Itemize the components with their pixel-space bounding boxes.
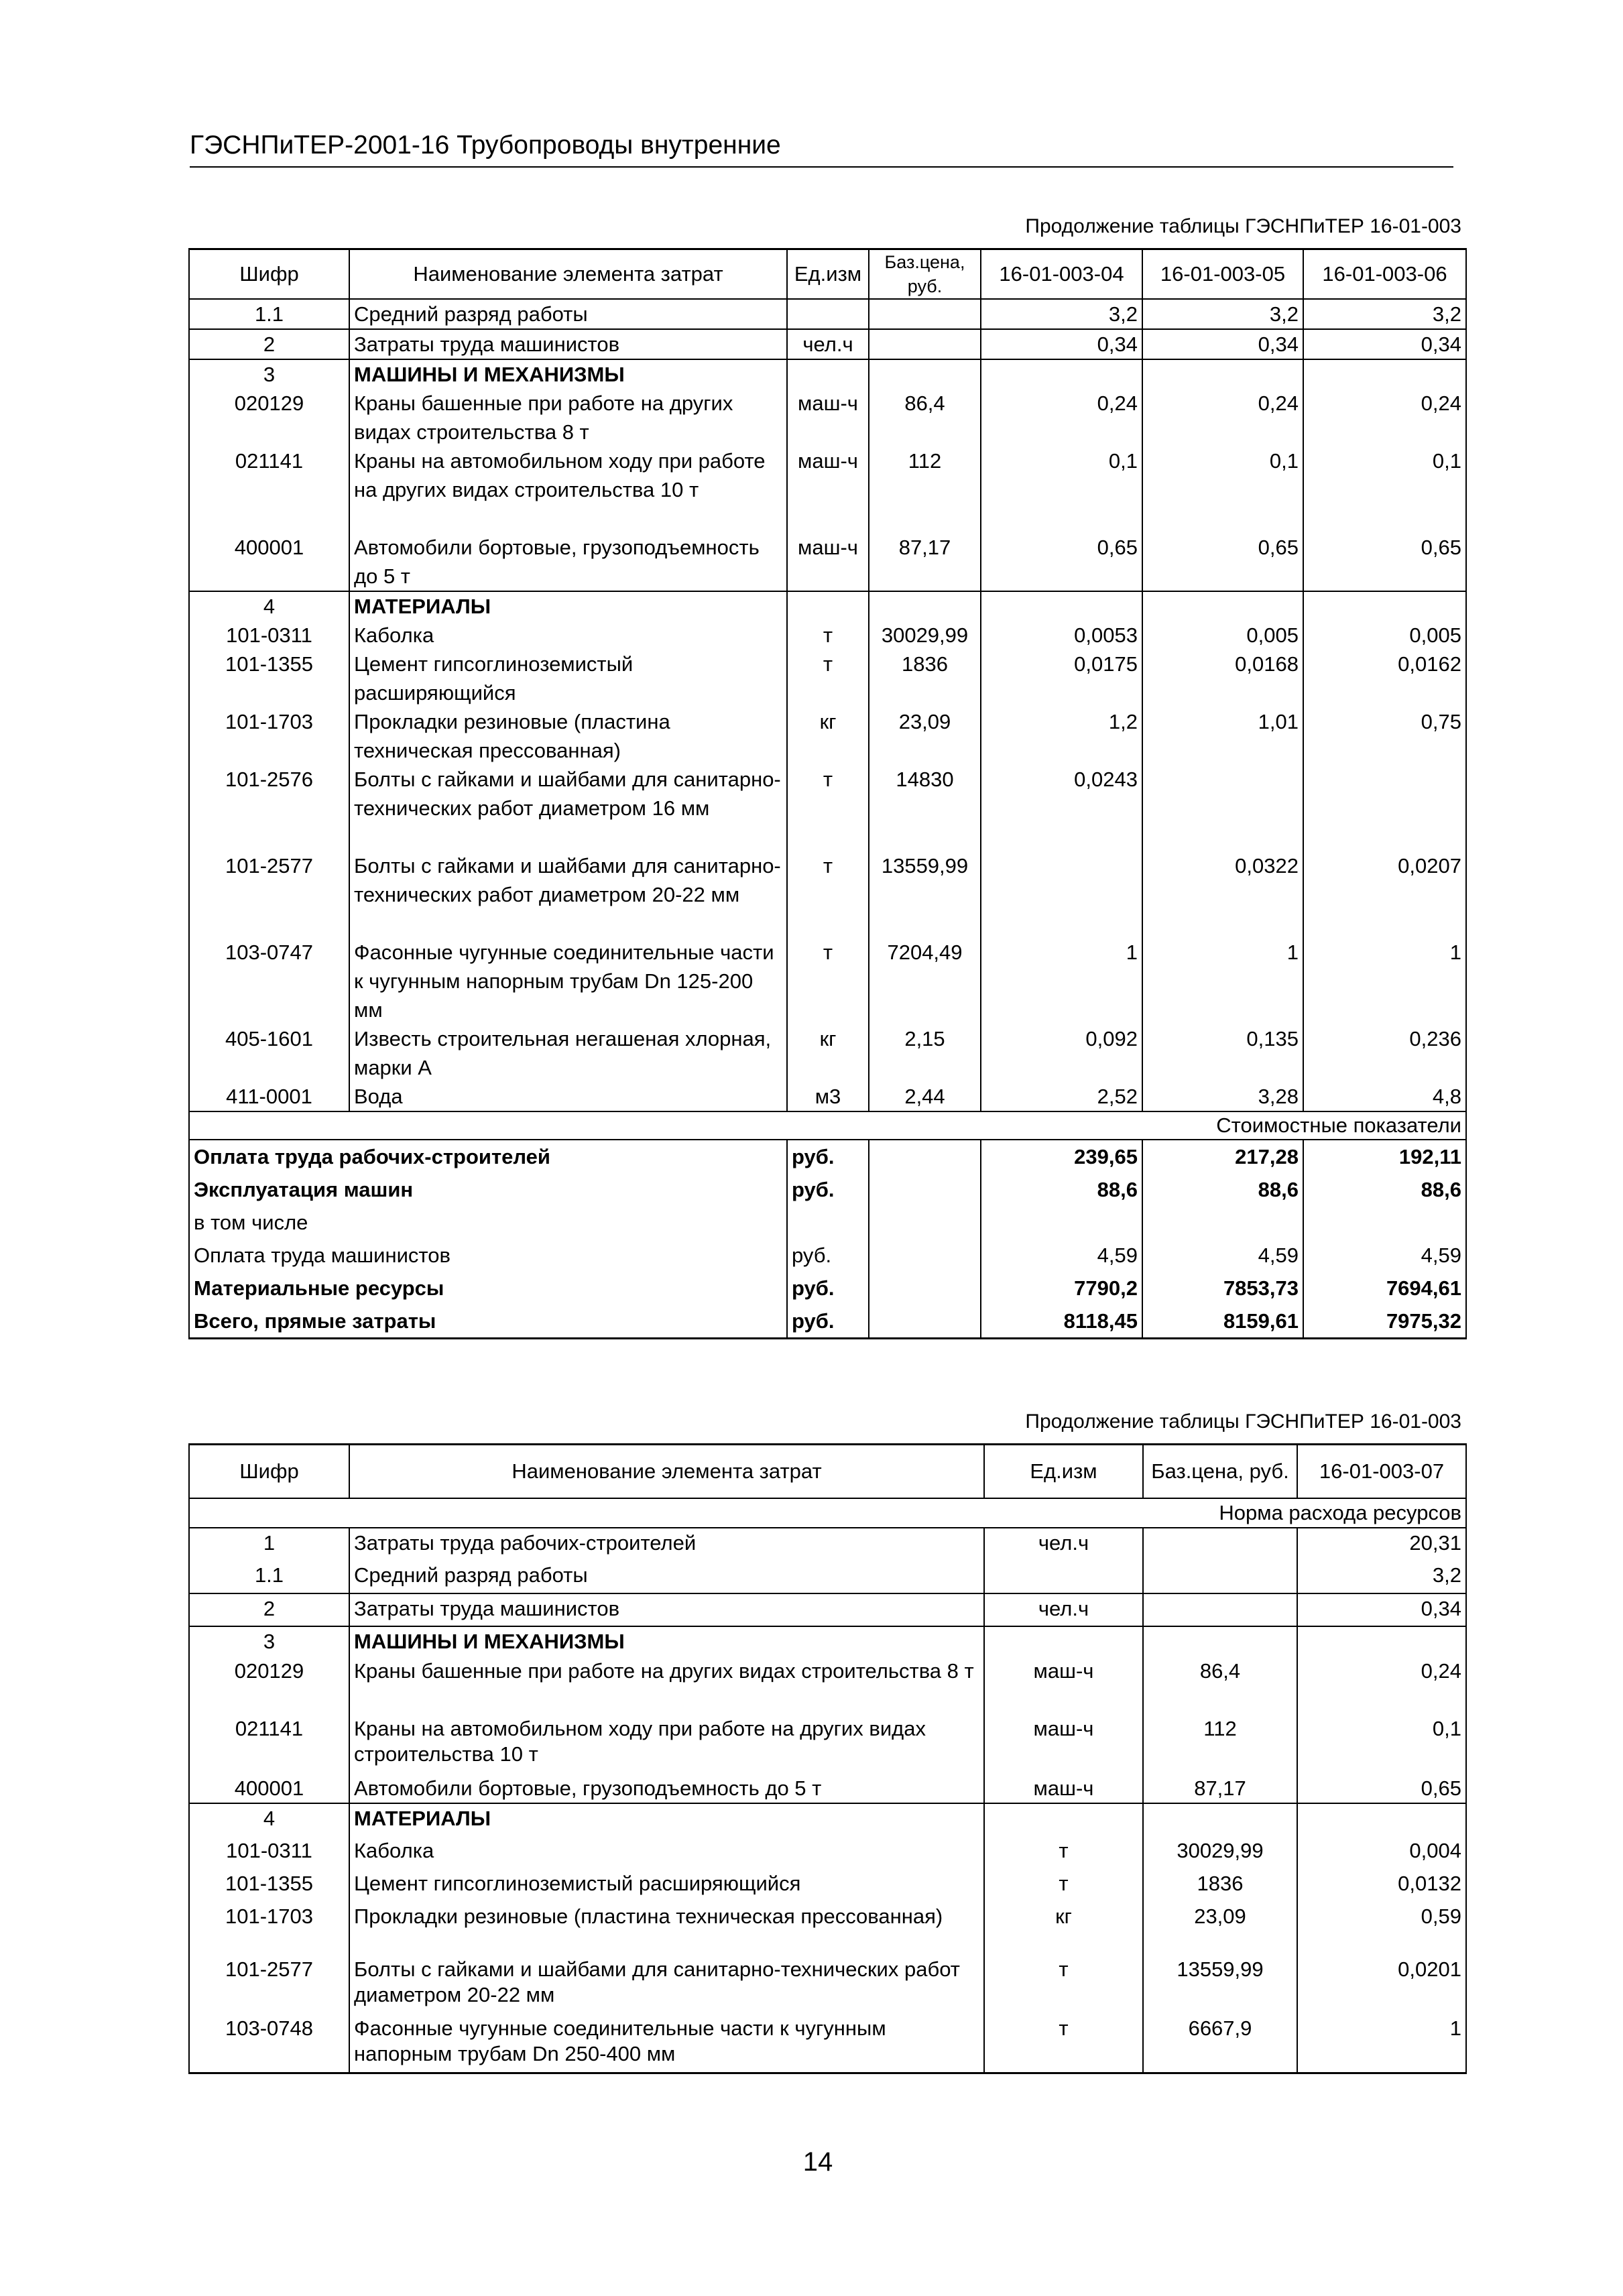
table-cell: 3,28 — [1142, 1082, 1303, 1111]
table-cell — [869, 329, 981, 359]
table-row — [189, 329, 1466, 359]
table-row — [189, 1716, 1466, 1774]
table-cell — [981, 851, 1142, 938]
table-cell: 30029,99 — [869, 621, 981, 650]
table-cell: Затраты труда рабочих-строителей — [349, 1528, 984, 1561]
table-cell: 020129 — [189, 389, 349, 446]
resource-table-2 — [188, 1443, 1467, 2074]
table-row — [189, 621, 1466, 650]
cost-cell — [787, 1206, 869, 1239]
column-header: 16-01-003-05 — [1142, 249, 1303, 300]
table-cell: 101-1703 — [189, 1902, 349, 1957]
table-cell: 0,135 — [1142, 1024, 1303, 1082]
table-cell: 0,0132 — [1297, 1869, 1466, 1902]
cost-cell — [869, 1206, 981, 1239]
column-header: 16-01-003-06 — [1303, 249, 1466, 300]
cost-cell: 4,59 — [1303, 1239, 1466, 1272]
table-cell — [1303, 591, 1466, 621]
table-cell: м3 — [787, 1082, 869, 1111]
cost-label: в том числе — [189, 1206, 787, 1239]
table-cell: 405-1601 — [189, 1024, 349, 1082]
table-cell: 0,34 — [1297, 1593, 1466, 1626]
table-cell: 0,0201 — [1297, 1957, 1466, 2016]
table-cell — [1142, 591, 1303, 621]
table-cell: Краны башенные при работе на других видах строительства 8 т — [349, 389, 787, 446]
cost-cell: 88,6 — [981, 1173, 1142, 1206]
cost-cell — [869, 1173, 981, 1206]
table-cell — [984, 1803, 1143, 1836]
table-cell: 4,8 — [1303, 1082, 1466, 1111]
table-cell: Автомобили бортовые, грузоподъемность до 5 т — [349, 1774, 984, 1803]
table-cell: 3,2 — [1142, 299, 1303, 329]
cost-row — [189, 1173, 1466, 1206]
column-header: 16-01-003-07 — [1297, 1445, 1466, 1498]
table-cell: чел.ч — [984, 1593, 1143, 1626]
table-cell: 2 — [189, 1593, 349, 1626]
table-cell: 7204,49 — [869, 938, 981, 1024]
table-cell: 101-0311 — [189, 621, 349, 650]
table-cell — [1142, 359, 1303, 389]
table-row — [189, 1658, 1466, 1716]
norm-label: Норма расхода ресурсов — [189, 1498, 1466, 1528]
table-cell — [1297, 1803, 1466, 1836]
table-cell: 400001 — [189, 1774, 349, 1803]
column-header: 16-01-003-04 — [981, 249, 1142, 300]
table-cell: Болты с гайками и шайбами для санитарно-технических работ диаметром 20-22 мм — [349, 851, 787, 938]
cost-cell — [869, 1140, 981, 1173]
cost-cell — [869, 1239, 981, 1272]
table-cell — [787, 591, 869, 621]
table-cell — [1297, 1626, 1466, 1658]
table-row — [189, 446, 1466, 533]
table-row — [189, 1626, 1466, 1658]
table-row — [189, 1774, 1466, 1803]
cost-cell: 7694,61 — [1303, 1272, 1466, 1305]
cost-cell: 239,65 — [981, 1140, 1142, 1173]
table-cell: 101-1703 — [189, 707, 349, 765]
table-cell: 87,17 — [869, 533, 981, 591]
table-row — [189, 1902, 1466, 1957]
table-cell: 87,17 — [1143, 1774, 1297, 1803]
cost-cell: 8159,61 — [1142, 1305, 1303, 1339]
table-cell: 0,0168 — [1142, 650, 1303, 707]
table-cell — [1143, 1528, 1297, 1561]
table-cell: 0,1 — [1297, 1716, 1466, 1774]
table-cell — [1143, 1803, 1297, 1836]
table-cell: 0,24 — [1303, 389, 1466, 446]
table-cell: 0,0175 — [981, 650, 1142, 707]
table-cell: 0,34 — [1142, 329, 1303, 359]
table-cell: т — [984, 1836, 1143, 1869]
table-cell: 0,004 — [1297, 1836, 1466, 1869]
table-cell: маш-ч — [787, 389, 869, 446]
table-cell: 0,24 — [1142, 389, 1303, 446]
table-cell: 101-2577 — [189, 851, 349, 938]
table-row — [189, 389, 1466, 446]
table-row — [189, 359, 1466, 389]
table-cell: 0,0243 — [981, 765, 1142, 851]
table-cell: 30029,99 — [1143, 1836, 1297, 1869]
column-header: Ед.изм — [984, 1445, 1143, 1498]
cost-cell — [869, 1272, 981, 1305]
table-cell: Цемент гипсоглиноземистый расширяющийся — [349, 650, 787, 707]
table-cell: 103-0747 — [189, 938, 349, 1024]
table-cell — [981, 359, 1142, 389]
table-cell: 1 — [1297, 2016, 1466, 2073]
table-cell: маш-ч — [984, 1716, 1143, 1774]
page-number: 14 — [802, 2147, 833, 2177]
table-cell: Затраты труда машинистов — [349, 329, 787, 359]
table-cell: 112 — [869, 446, 981, 533]
table-cell: 411-0001 — [189, 1082, 349, 1111]
table-cell: 0,24 — [1297, 1658, 1466, 1716]
table-cell: 112 — [1143, 1716, 1297, 1774]
table-row — [189, 938, 1466, 1024]
table-cell: 23,09 — [869, 707, 981, 765]
table-cell: маш-ч — [787, 446, 869, 533]
table-cell — [1143, 1626, 1297, 1658]
table-cell: 101-2576 — [189, 765, 349, 851]
table-row — [189, 1082, 1466, 1111]
cost-cell — [1142, 1206, 1303, 1239]
table-cell: 0,236 — [1303, 1024, 1466, 1082]
table-cell: 6667,9 — [1143, 2016, 1297, 2073]
table-cell: Средний разряд работы — [349, 1561, 984, 1593]
table-row — [189, 591, 1466, 621]
table-cell: МАТЕРИАЛЫ — [349, 591, 787, 621]
table-header-row — [189, 249, 1466, 300]
cost-label: Материальные ресурсы — [189, 1272, 787, 1305]
table-header-row — [189, 1445, 1466, 1498]
table-row — [189, 1561, 1466, 1593]
table-cell: 103-0748 — [189, 2016, 349, 2073]
table-cell: 3,2 — [981, 299, 1142, 329]
table-cell: 23,09 — [1143, 1902, 1297, 1957]
cost-cell: руб. — [787, 1272, 869, 1305]
cost-row — [189, 1239, 1466, 1272]
table-cell: кг — [787, 1024, 869, 1082]
table-cell — [869, 299, 981, 329]
table-cell: МАШИНЫ И МЕХАНИЗМЫ — [349, 1626, 984, 1658]
table-cell: 3 — [189, 359, 349, 389]
table-cell: 0,1 — [981, 446, 1142, 533]
table-cell: 3,2 — [1297, 1561, 1466, 1593]
table-cell — [787, 359, 869, 389]
table-cell: 2,44 — [869, 1082, 981, 1111]
cost-cell: 4,59 — [981, 1239, 1142, 1272]
table-cell: 4 — [189, 591, 349, 621]
cost-cell: 7790,2 — [981, 1272, 1142, 1305]
cost-cell — [981, 1206, 1142, 1239]
table-cell: 0,0053 — [981, 621, 1142, 650]
cost-cell: 7853,73 — [1142, 1272, 1303, 1305]
table-cell — [981, 591, 1142, 621]
table-cell: маш-ч — [787, 533, 869, 591]
column-header: Наименование элемента затрат — [349, 249, 787, 300]
table-row — [189, 1957, 1466, 2016]
cost-label: Оплата труда рабочих-строителей — [189, 1140, 787, 1173]
table-cell: Каболка — [349, 621, 787, 650]
table-cell: Затраты труда машинистов — [349, 1593, 984, 1626]
column-header: Наименование элемента затрат — [349, 1445, 984, 1498]
table-row — [189, 851, 1466, 938]
table-cell: 021141 — [189, 1716, 349, 1774]
table-row — [189, 1528, 1466, 1561]
table-cell: т — [787, 851, 869, 938]
table-cell: Болты с гайками и шайбами для санитарно-технических работ диаметром 16 мм — [349, 765, 787, 851]
table-cell: 0,0322 — [1142, 851, 1303, 938]
table-cell: 3 — [189, 1626, 349, 1658]
cost-row — [189, 1140, 1466, 1173]
cost-cell: 88,6 — [1303, 1173, 1466, 1206]
table-cell: 1836 — [869, 650, 981, 707]
table-cell: 86,4 — [1143, 1658, 1297, 1716]
table-cell: 0,24 — [981, 389, 1142, 446]
table-cell: Прокладки резиновые (пластина техническая прессованная) — [349, 707, 787, 765]
table-cell: 0,59 — [1297, 1902, 1466, 1957]
table-cell — [1142, 765, 1303, 851]
page-header: ГЭСНПиТЕР-2001-16 Трубопроводы внутренние — [190, 129, 1453, 168]
column-header: Баз.цена, руб. — [869, 249, 981, 300]
table-row — [189, 1803, 1466, 1836]
table-cell: 13559,99 — [1143, 1957, 1297, 2016]
table-cell: 1,01 — [1142, 707, 1303, 765]
column-header: Шифр — [189, 249, 349, 300]
table-cell: 020129 — [189, 1658, 349, 1716]
table-cell: МАШИНЫ И МЕХАНИЗМЫ — [349, 359, 787, 389]
table-cell: 0,1 — [1142, 446, 1303, 533]
table-cell: 1 — [189, 1528, 349, 1561]
table-cell: 0,65 — [1142, 533, 1303, 591]
cost-cell: 88,6 — [1142, 1173, 1303, 1206]
table-cell: Фасонные чугунные соединительные части к чугунным напорным трубам Dn 125-200 мм — [349, 938, 787, 1024]
table-cell: маш-ч — [984, 1658, 1143, 1716]
table-cell: т — [787, 765, 869, 851]
table-cell — [1303, 359, 1466, 389]
cost-cell: 4,59 — [1142, 1239, 1303, 1272]
cost-row — [189, 1272, 1466, 1305]
table-cell — [1143, 1561, 1297, 1593]
table-cell: 101-1355 — [189, 650, 349, 707]
table-cell: Краны башенные при работе на других видах строительства 8 т — [349, 1658, 984, 1716]
table-cell: 0,005 — [1142, 621, 1303, 650]
cost-cell: руб. — [787, 1140, 869, 1173]
table-cell: 101-1355 — [189, 1869, 349, 1902]
table-cell: кг — [984, 1902, 1143, 1957]
table-row — [189, 1593, 1466, 1626]
table-cell — [869, 591, 981, 621]
cost-cell: 8118,45 — [981, 1305, 1142, 1339]
table-row — [189, 299, 1466, 329]
table-cell: 2,52 — [981, 1082, 1142, 1111]
table-row — [189, 650, 1466, 707]
cost-section-label: Стоимостные показатели — [189, 1111, 1466, 1140]
table-cell: Краны на автомобильном ходу при работе на других видах строительства 10 т — [349, 1716, 984, 1774]
table-row — [189, 765, 1466, 851]
table-cell: 1.1 — [189, 1561, 349, 1593]
table-cell: т — [984, 1957, 1143, 2016]
table-cell: 3,2 — [1303, 299, 1466, 329]
table-row — [189, 2016, 1466, 2073]
cost-cell: руб. — [787, 1173, 869, 1206]
table-cell: Средний разряд работы — [349, 299, 787, 329]
table-cell: 0,0207 — [1303, 851, 1466, 938]
cost-label: Всего, прямые затраты — [189, 1305, 787, 1339]
table-cell: Краны на автомобильном ходу при работе на других видах строительства 10 т — [349, 446, 787, 533]
column-header: Баз.цена, руб. — [1143, 1445, 1297, 1498]
table-row — [189, 533, 1466, 591]
table-cell: Цемент гипсоглиноземистый расширяющийся — [349, 1869, 984, 1902]
table-cell: чел.ч — [984, 1528, 1143, 1561]
table-cell: Фасонные чугунные соединительные части к чугунным напорным трубам Dn 250-400 мм — [349, 2016, 984, 2073]
cost-row — [189, 1206, 1466, 1239]
table-cell: Болты с гайками и шайбами для санитарно-технических работ диаметром 20-22 мм — [349, 1957, 984, 2016]
cost-section-row — [189, 1111, 1466, 1140]
table-cell: т — [787, 650, 869, 707]
table-row — [189, 707, 1466, 765]
table2-caption: Продолжение таблицы ГЭСНПиТЕР 16-01-003 — [1025, 1410, 1461, 1433]
cost-cell — [1303, 1206, 1466, 1239]
table-cell: 4 — [189, 1803, 349, 1836]
table1-caption: Продолжение таблицы ГЭСНПиТЕР 16-01-003 — [1025, 215, 1461, 237]
table-cell: 0,75 — [1303, 707, 1466, 765]
table-cell: т — [787, 621, 869, 650]
cost-cell: 7975,32 — [1303, 1305, 1466, 1339]
table-cell — [984, 1626, 1143, 1658]
resource-table-1 — [188, 248, 1467, 1339]
column-header: Шифр — [189, 1445, 349, 1498]
table-row — [189, 1869, 1466, 1902]
table-cell: Известь строительная негашеная хлорная, марки А — [349, 1024, 787, 1082]
table-cell: т — [984, 1869, 1143, 1902]
table-cell: Каболка — [349, 1836, 984, 1869]
table-cell: кг — [787, 707, 869, 765]
cost-label: Эксплуатация машин — [189, 1173, 787, 1206]
table-cell: 1 — [1303, 938, 1466, 1024]
table-cell: т — [787, 938, 869, 1024]
table-cell: 1836 — [1143, 1869, 1297, 1902]
table-cell: 1 — [981, 938, 1142, 1024]
table-cell: т — [984, 2016, 1143, 2073]
table-cell: 0,65 — [981, 533, 1142, 591]
table-cell: 400001 — [189, 533, 349, 591]
norm-section-row — [189, 1498, 1466, 1528]
table-cell: Автомобили бортовые, грузоподъемность до 5 т — [349, 533, 787, 591]
table-cell: 20,31 — [1297, 1528, 1466, 1561]
table-cell: 14830 — [869, 765, 981, 851]
table-cell — [1143, 1593, 1297, 1626]
table-row — [189, 1836, 1466, 1869]
table-cell: Прокладки резиновые (пластина техническая прессованная) — [349, 1902, 984, 1957]
cost-row — [189, 1305, 1466, 1339]
table-cell: 0,34 — [1303, 329, 1466, 359]
table-cell: 2 — [189, 329, 349, 359]
cost-label: Оплата труда машинистов — [189, 1239, 787, 1272]
cost-cell: руб. — [787, 1239, 869, 1272]
table-cell: 1,2 — [981, 707, 1142, 765]
table-cell: 1.1 — [189, 299, 349, 329]
table-cell: чел.ч — [787, 329, 869, 359]
table-cell: 0,65 — [1297, 1774, 1466, 1803]
table-cell: маш-ч — [984, 1774, 1143, 1803]
column-header: Ед.изм — [787, 249, 869, 300]
table-cell: 0,1 — [1303, 446, 1466, 533]
table-cell: 0,005 — [1303, 621, 1466, 650]
table-cell: 86,4 — [869, 389, 981, 446]
table-cell: 13559,99 — [869, 851, 981, 938]
table-cell: 0,34 — [981, 329, 1142, 359]
cost-cell — [869, 1305, 981, 1339]
table-cell: 0,65 — [1303, 533, 1466, 591]
table-cell — [1303, 765, 1466, 851]
table-cell: Вода — [349, 1082, 787, 1111]
table-cell: 2,15 — [869, 1024, 981, 1082]
table-cell — [869, 359, 981, 389]
table-cell: 0,0162 — [1303, 650, 1466, 707]
cost-cell: руб. — [787, 1305, 869, 1339]
cost-cell: 192,11 — [1303, 1140, 1466, 1173]
table-cell: 101-2577 — [189, 1957, 349, 2016]
table-cell: 101-0311 — [189, 1836, 349, 1869]
table-cell — [787, 299, 869, 329]
table-cell: 021141 — [189, 446, 349, 533]
table-cell: 0,092 — [981, 1024, 1142, 1082]
table-cell — [984, 1561, 1143, 1593]
table-cell: МАТЕРИАЛЫ — [349, 1803, 984, 1836]
cost-cell: 217,28 — [1142, 1140, 1303, 1173]
table-cell: 1 — [1142, 938, 1303, 1024]
table-row — [189, 1024, 1466, 1082]
